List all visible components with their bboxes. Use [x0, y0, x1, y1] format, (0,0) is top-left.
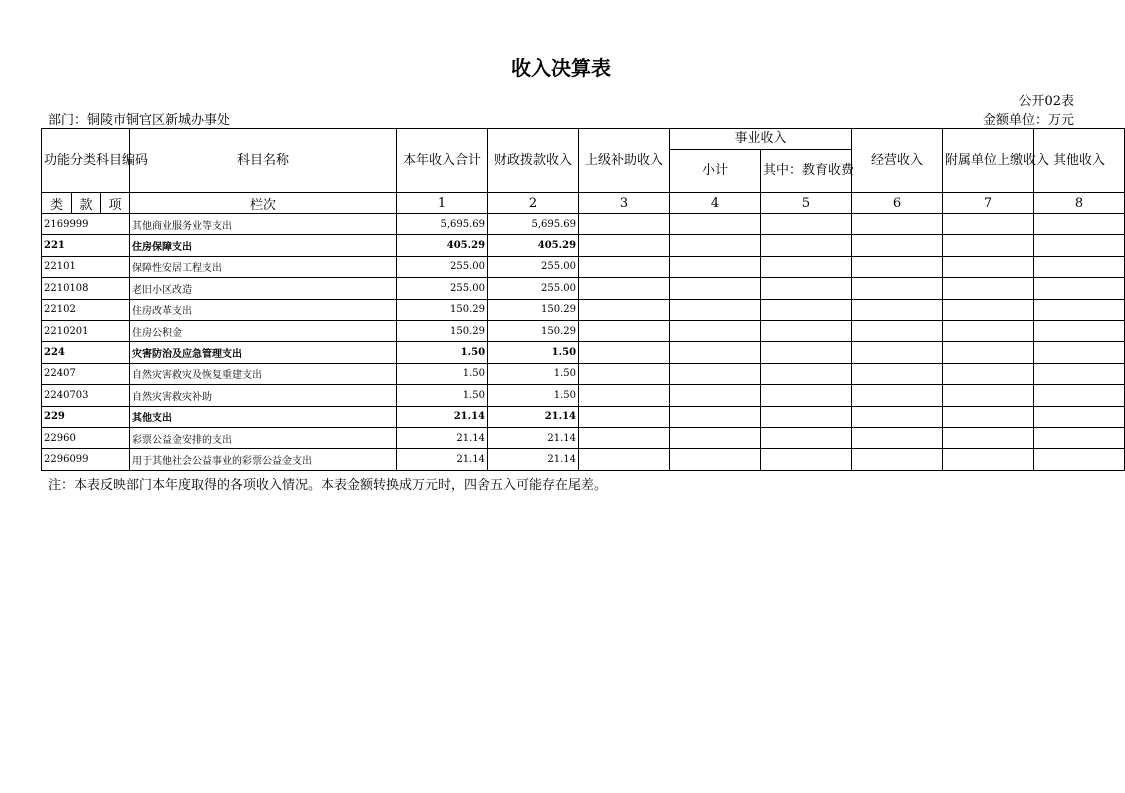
row-other — [1034, 363, 1125, 384]
row-subject-name: 灾害防治及应急管理支出 — [130, 342, 397, 363]
row-upper-subsidy — [579, 235, 670, 256]
department-label: 部门：铜陵市铜官区新城办事处 — [48, 113, 231, 128]
table-row — [42, 278, 1125, 299]
row-subject-name: 自然灾害救灾及恢复重建支出 — [130, 363, 397, 384]
row-code: 224 — [42, 342, 130, 363]
header-upper-subsidy: 上级补助收入 — [579, 129, 670, 193]
col-num-8: 8 — [1034, 193, 1125, 214]
row-other — [1034, 406, 1125, 427]
row-edu-fee — [761, 449, 852, 470]
row-upper-subsidy — [579, 299, 670, 320]
row-affiliated — [943, 320, 1034, 341]
row-other — [1034, 342, 1125, 363]
header-edu-fee: 其中：教育收费 — [761, 150, 852, 193]
row-other — [1034, 449, 1125, 470]
header-operating: 经营收入 — [852, 129, 943, 193]
row-code: 22102 — [42, 299, 130, 320]
row-affiliated — [943, 406, 1034, 427]
row-operating — [852, 427, 943, 448]
row-fiscal: 150.29 — [488, 320, 579, 341]
row-affiliated — [943, 299, 1034, 320]
row-code: 2296099 — [42, 449, 130, 470]
row-subject-name: 保障性安居工程支出 — [130, 256, 397, 277]
row-total: 1.50 — [397, 363, 488, 384]
row-operating — [852, 342, 943, 363]
table-row — [42, 342, 1125, 363]
row-operating — [852, 299, 943, 320]
row-subject-name: 其他商业服务业等支出 — [130, 214, 397, 235]
row-code: 229 — [42, 406, 130, 427]
header-lanci: 栏次 — [130, 193, 397, 214]
row-operating — [852, 363, 943, 384]
table-row — [42, 385, 1125, 406]
row-fiscal: 5,695.69 — [488, 214, 579, 235]
row-subtotal — [670, 320, 761, 341]
form-number: 公开02表 — [1018, 94, 1074, 109]
row-affiliated — [943, 235, 1034, 256]
row-total: 150.29 — [397, 320, 488, 341]
table-row — [42, 427, 1125, 448]
row-subtotal — [670, 342, 761, 363]
col-num-5: 5 — [761, 193, 852, 214]
table-row — [42, 406, 1125, 427]
row-other — [1034, 299, 1125, 320]
row-other — [1034, 427, 1125, 448]
row-affiliated — [943, 342, 1034, 363]
row-subtotal — [670, 406, 761, 427]
row-total: 1.50 — [397, 385, 488, 406]
row-code: 22960 — [42, 427, 130, 448]
row-operating — [852, 256, 943, 277]
table-row — [42, 256, 1125, 277]
row-upper-subsidy — [579, 278, 670, 299]
row-edu-fee — [761, 320, 852, 341]
row-operating — [852, 278, 943, 299]
header-lei: 类 — [42, 193, 72, 214]
row-subtotal — [670, 427, 761, 448]
row-affiliated — [943, 363, 1034, 384]
row-operating — [852, 449, 943, 470]
row-other — [1034, 214, 1125, 235]
row-affiliated — [943, 385, 1034, 406]
row-total: 21.14 — [397, 406, 488, 427]
row-edu-fee — [761, 427, 852, 448]
col-num-1: 1 — [397, 193, 488, 214]
row-code: 2240703 — [42, 385, 130, 406]
income-table — [41, 128, 1125, 471]
row-operating — [852, 214, 943, 235]
row-code: 2210201 — [42, 320, 130, 341]
row-affiliated — [943, 214, 1034, 235]
row-subject-name: 住房公积金 — [130, 320, 397, 341]
row-other — [1034, 320, 1125, 341]
row-operating — [852, 406, 943, 427]
row-total: 150.29 — [397, 299, 488, 320]
row-subtotal — [670, 235, 761, 256]
row-total: 405.29 — [397, 235, 488, 256]
row-upper-subsidy — [579, 320, 670, 341]
row-subject-name: 彩票公益金安排的支出 — [130, 427, 397, 448]
row-subject-name: 住房改革支出 — [130, 299, 397, 320]
header-total: 本年收入合计 — [397, 129, 488, 193]
row-edu-fee — [761, 342, 852, 363]
row-subject-name: 其他支出 — [130, 406, 397, 427]
row-upper-subsidy — [579, 427, 670, 448]
row-upper-subsidy — [579, 406, 670, 427]
row-subject-name: 老旧小区改造 — [130, 278, 397, 299]
row-fiscal: 21.14 — [488, 427, 579, 448]
header-affiliated: 附属单位上缴收入 — [943, 129, 1034, 193]
table-row — [42, 449, 1125, 470]
row-operating — [852, 385, 943, 406]
row-subject-name: 自然灾害救灾补助 — [130, 385, 397, 406]
header-fiscal: 财政拨款收入 — [488, 129, 579, 193]
row-subtotal — [670, 256, 761, 277]
table-row — [42, 214, 1125, 235]
row-edu-fee — [761, 214, 852, 235]
row-fiscal: 1.50 — [488, 342, 579, 363]
row-code: 2169999 — [42, 214, 130, 235]
page-title: 收入决算表 — [511, 56, 611, 80]
col-num-6: 6 — [852, 193, 943, 214]
row-edu-fee — [761, 406, 852, 427]
header-business: 事业收入 — [670, 129, 852, 150]
row-fiscal: 255.00 — [488, 278, 579, 299]
row-affiliated — [943, 427, 1034, 448]
row-edu-fee — [761, 299, 852, 320]
row-subtotal — [670, 214, 761, 235]
footnote: 注：本表反映部门本年度取得的各项收入情况。本表金额转换成万元时，四舍五入可能存在尾差。 — [48, 478, 608, 493]
row-total: 21.14 — [397, 427, 488, 448]
row-other — [1034, 385, 1125, 406]
row-fiscal: 21.14 — [488, 406, 579, 427]
row-edu-fee — [761, 363, 852, 384]
row-subtotal — [670, 299, 761, 320]
row-subtotal — [670, 363, 761, 384]
row-upper-subsidy — [579, 214, 670, 235]
row-fiscal: 1.50 — [488, 385, 579, 406]
header-kuan: 款 — [72, 193, 101, 214]
row-edu-fee — [761, 235, 852, 256]
header-func-code: 功能分类科目编码 — [42, 129, 130, 193]
header-subtotal: 小计 — [670, 150, 761, 193]
row-subtotal — [670, 278, 761, 299]
row-affiliated — [943, 256, 1034, 277]
row-other — [1034, 235, 1125, 256]
col-num-3: 3 — [579, 193, 670, 214]
col-num-7: 7 — [943, 193, 1034, 214]
row-upper-subsidy — [579, 385, 670, 406]
row-operating — [852, 235, 943, 256]
row-total: 1.50 — [397, 342, 488, 363]
row-subtotal — [670, 385, 761, 406]
row-fiscal: 255.00 — [488, 256, 579, 277]
row-code: 2210108 — [42, 278, 130, 299]
header-subject-name: 科目名称 — [130, 129, 397, 193]
row-edu-fee — [761, 385, 852, 406]
row-fiscal: 150.29 — [488, 299, 579, 320]
row-upper-subsidy — [579, 256, 670, 277]
row-total: 255.00 — [397, 256, 488, 277]
row-subject-name: 住房保障支出 — [130, 235, 397, 256]
row-affiliated — [943, 278, 1034, 299]
row-edu-fee — [761, 256, 852, 277]
row-code: 221 — [42, 235, 130, 256]
row-fiscal: 21.14 — [488, 449, 579, 470]
row-subject-name: 用于其他社会公益事业的彩票公益金支出 — [130, 449, 397, 470]
row-other — [1034, 278, 1125, 299]
row-subtotal — [670, 449, 761, 470]
row-fiscal: 1.50 — [488, 363, 579, 384]
row-upper-subsidy — [579, 342, 670, 363]
table-row — [42, 320, 1125, 341]
row-affiliated — [943, 449, 1034, 470]
col-num-2: 2 — [488, 193, 579, 214]
table-row — [42, 363, 1125, 384]
table-row — [42, 235, 1125, 256]
row-edu-fee — [761, 278, 852, 299]
row-upper-subsidy — [579, 449, 670, 470]
row-fiscal: 405.29 — [488, 235, 579, 256]
row-upper-subsidy — [579, 363, 670, 384]
header-xiang: 项 — [101, 193, 130, 214]
table-row — [42, 299, 1125, 320]
row-code: 22407 — [42, 363, 130, 384]
header-other: 其他收入 — [1034, 129, 1125, 193]
row-operating — [852, 320, 943, 341]
row-total: 5,695.69 — [397, 214, 488, 235]
row-other — [1034, 256, 1125, 277]
row-code: 22101 — [42, 256, 130, 277]
col-num-4: 4 — [670, 193, 761, 214]
row-total: 255.00 — [397, 278, 488, 299]
amount-unit-label: 金额单位：万元 — [982, 113, 1074, 128]
row-total: 21.14 — [397, 449, 488, 470]
